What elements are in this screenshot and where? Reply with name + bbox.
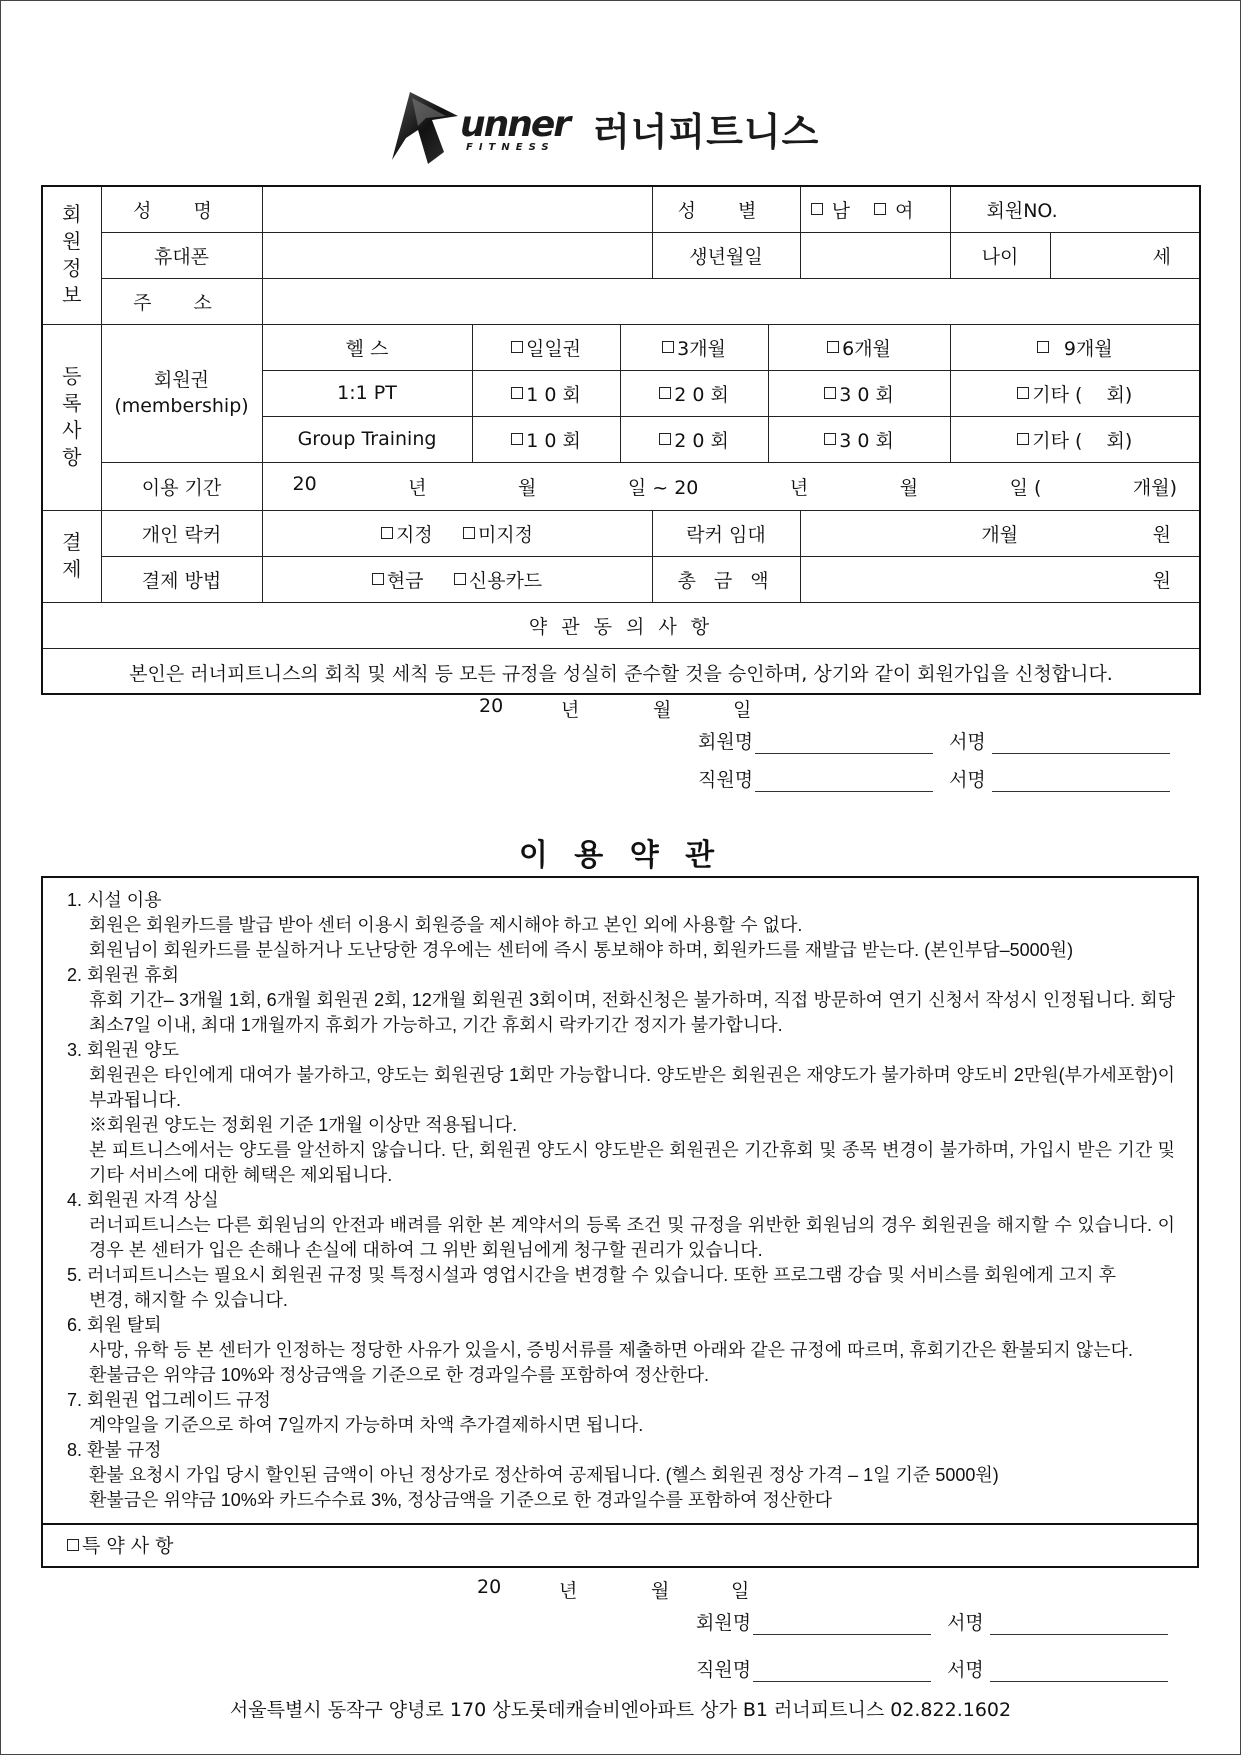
- term-heading: 7. 회원권 업그레이드 규정: [67, 1390, 271, 1410]
- bottom-member-signature-row: 회원명 서명: [696, 1608, 1168, 1635]
- total-field[interactable]: 원: [800, 556, 1200, 602]
- footer-address: 서울특별시 동작구 양녕로 170 상도롯데캐슬비엔아파트 상가 B1 러너피트니스 02.822.1602: [229, 1699, 1012, 1721]
- member-signature-input[interactable]: [992, 734, 1170, 754]
- option-pt-20[interactable]: 2 0 회: [620, 370, 768, 416]
- runner-logo-icon: [388, 90, 460, 166]
- locker-label: 개인 락커: [101, 510, 262, 556]
- membership-type-group: Group Training: [262, 416, 472, 462]
- term-line: 환불금은 위약금 10%와 카드수수료 3%, 정상금액을 기준으로 한 경과일수를 포함하여 정산한다: [89, 1490, 833, 1510]
- member-no-field[interactable]: 회원NO.: [950, 186, 1200, 232]
- cash-checkbox[interactable]: 현금: [372, 570, 424, 592]
- terms-box: [41, 876, 1199, 1568]
- terms-content: [67, 888, 1175, 1513]
- period-year-prefix: 20: [292, 472, 317, 495]
- gender-options: [800, 186, 950, 232]
- membership-type-pt: 1:1 PT: [262, 370, 472, 416]
- bottom-date: 20 년 월 일: [477, 1576, 750, 1602]
- registration-section-label: 등록사항: [42, 324, 101, 510]
- bottom-staff-signature-input[interactable]: [990, 1662, 1168, 1682]
- term-line: 환불 요청시 가입 당시 할인된 금액이 아닌 정상가로 정산하여 공제됩니다. (헬스 회원권 정상 가격 – 1일 기준 5000원): [89, 1465, 999, 1485]
- birth-label: 생년월일: [652, 232, 800, 278]
- option-health-3m[interactable]: 3개월: [620, 324, 768, 370]
- gender-label: 성 별: [652, 186, 800, 232]
- special-terms-row[interactable]: [43, 1523, 1197, 1568]
- name-label: 성 명: [101, 186, 262, 232]
- term-line: 변경, 해지할 수 있습니다.: [89, 1290, 288, 1310]
- period-month-label-2: 월: [899, 476, 919, 499]
- agreement-statement: 본인은 러너피트니스의 회칙 및 세칙 등 모든 규정을 성실히 준수할 것을 승인하며, 상기와 같이 회원가입을 신청합니다.: [129, 662, 1113, 685]
- term-heading: 1. 시설 이용: [67, 890, 162, 910]
- locker-options: [262, 510, 652, 556]
- gender-female-checkbox[interactable]: 여: [874, 200, 913, 222]
- registration-form-table: [41, 185, 1201, 791]
- term-line: 러너피트니스는 다른 회원님의 안전과 배려를 위한 본 계약서의 등록 조건 및 규정을 위반한 회원님의 경우 회원권을 해지할 수 있습니다. 이 경우 본 센터가 입은 손해나 손실에 대하여 그 위반 회원님에게 청구할 권리가 있습니다.: [89, 1215, 1175, 1260]
- agreement-date: 20 년 월 일: [479, 694, 752, 721]
- term-line: 휴회 기간– 3개월 1회, 6개월 회원권 2회, 12개월 회원권 3회이며, 전화신청은 불가하며, 직접 방문하여 연기 신청서 작성시 인정됩니다. 회당 최소7일 이내, 최대 1개월까지 휴회가 가능하고, 기간 휴회시 락카기간 정지가 불가합니다.: [89, 990, 1175, 1035]
- option-health-6m[interactable]: 6개월: [768, 324, 950, 370]
- logo-wordmark: [460, 103, 570, 153]
- term-line: 사망, 유학 등 본 센터가 인정하는 정당한 사유가 있을시, 증빙서류를 제출하면 아래와 같은 규정에 따르며, 휴회기간은 환불되지 않는다.: [89, 1340, 1133, 1360]
- term-line: 회원은 회원카드를 발급 받아 센터 이용시 회원증을 제시해야 하고 본인 외에 사용할 수 없다.: [89, 915, 803, 935]
- phone-field[interactable]: [262, 232, 652, 278]
- address-label: 주 소: [101, 278, 262, 324]
- period-day-to: 일 ~ 20: [627, 476, 699, 499]
- agreement-member-signature-row: 회원명 서명: [698, 727, 1170, 754]
- locker-rent-field[interactable]: 개월 원: [800, 510, 1200, 556]
- term-line: ※회원권 양도는 정회원 기준 1개월 이상만 적용됩니다.: [89, 1115, 518, 1135]
- phone-label: 휴대폰: [101, 232, 262, 278]
- bottom-staff-signature-row: 직원명 서명: [696, 1655, 1168, 1682]
- membership-label: 회원권 (membership): [101, 324, 262, 462]
- period-label: 이용 기간: [101, 462, 262, 510]
- term-heading: 2. 회원권 휴회: [67, 965, 179, 985]
- credit-card-checkbox[interactable]: 신용카드: [454, 570, 542, 592]
- term-heading: 6. 회원 탈퇴: [67, 1315, 162, 1335]
- staff-name-input[interactable]: [755, 772, 933, 792]
- member-info-section-label: 회원정보: [42, 186, 101, 324]
- payment-method-options: [262, 556, 652, 602]
- brand-name: 러너피트니스: [593, 109, 820, 154]
- birth-field[interactable]: [800, 232, 950, 278]
- membership-type-health: 헬 스: [262, 324, 472, 370]
- option-group-other[interactable]: 기타 ( 회): [950, 416, 1200, 462]
- term-heading: 8. 환불 규정: [67, 1440, 162, 1460]
- special-terms-checkbox[interactable]: [67, 1539, 79, 1551]
- bottom-member-signature-input[interactable]: [990, 1615, 1168, 1635]
- term-line: 환불금은 위약금 10%와 정상금액을 기준으로 한 경과일수를 포함하여 정산한다.: [89, 1365, 710, 1385]
- age-field[interactable]: 세: [1050, 232, 1200, 278]
- header: [388, 88, 868, 168]
- term-heading: 4. 회원권 자격 상실: [67, 1190, 219, 1210]
- bottom-member-name-input[interactable]: [753, 1615, 931, 1635]
- option-group-30[interactable]: 3 0 회: [768, 416, 950, 462]
- address-field[interactable]: [262, 278, 1200, 324]
- gender-male-checkbox[interactable]: 남: [811, 200, 850, 222]
- option-health-9m[interactable]: 9개월: [950, 324, 1200, 370]
- period-field[interactable]: [262, 462, 1200, 510]
- period-months-label: 개월): [1132, 476, 1177, 499]
- special-terms-label: 특 약 사 항: [82, 1535, 174, 1557]
- option-group-20[interactable]: 2 0 회: [620, 416, 768, 462]
- locker-unassigned-checkbox[interactable]: 미지정: [463, 524, 533, 546]
- total-label: 총 금 액: [652, 556, 800, 602]
- option-health-daily[interactable]: 일일권: [472, 324, 620, 370]
- option-pt-other[interactable]: 기타 ( 회): [950, 370, 1200, 416]
- term-heading: 5. 러너피트니스는 필요시 회원권 규정 및 특정시설과 영업시간을 변경할 수 있습니다. 또한 프로그램 강습 및 서비스를 회원에게 고지 후: [67, 1265, 1116, 1285]
- term-line: 계약일을 기준으로 하여 7일까지 가능하며 차액 추가결제하시면 됩니다.: [89, 1415, 644, 1435]
- agreement-body: [42, 648, 1200, 791]
- option-group-10[interactable]: 1 0 회: [472, 416, 620, 462]
- age-label: 나이: [950, 232, 1050, 278]
- locker-assigned-checkbox[interactable]: 지정: [381, 524, 433, 546]
- term-line: 회원님이 회원카드를 분실하거나 도난당한 경우에는 센터에 즉시 통보해야 하며, 회원카드를 재발급 받는다. (본인부담–5000원): [89, 940, 1074, 960]
- agreement-header: 약 관 동 의 사 항: [42, 602, 1200, 648]
- payment-method-label: 결제 방법: [101, 556, 262, 602]
- period-month-label: 월: [518, 476, 537, 499]
- period-day-label-2: 일 (: [1009, 476, 1042, 499]
- period-year-label: 년: [408, 476, 427, 499]
- staff-signature-input[interactable]: [992, 772, 1170, 792]
- payment-section-label: 결제: [42, 510, 101, 602]
- period-year-label-2: 년: [789, 476, 809, 499]
- option-pt-30[interactable]: 3 0 회: [768, 370, 950, 416]
- logo-runner-text: unner: [460, 103, 570, 145]
- term-line: 본 피트니스에서는 양도를 알선하지 않습니다. 단, 회원권 양도시 양도받은 회원권은 기간휴회 및 종목 변경이 불가하며, 가입시 받은 기간 및 기타 서비스에 대한 혜택은 제외됩니다.: [89, 1140, 1175, 1185]
- term-heading: 3. 회원권 양도: [67, 1040, 179, 1060]
- term-line: 회원권은 타인에게 대여가 불가하고, 양도는 회원권당 1회만 가능합니다. 양도받은 회원권은 재양도가 불가하며 양도비 2만원(부가세포함)이 부과됩니다.: [89, 1065, 1175, 1110]
- terms-title: 이 용 약 관: [518, 838, 723, 873]
- locker-rent-label: 락커 임대: [652, 510, 800, 556]
- name-field[interactable]: [262, 186, 652, 232]
- agreement-staff-signature-row: 직원명 서명: [698, 765, 1170, 792]
- logo-fitness-text: FITNESS: [466, 141, 555, 153]
- member-name-input[interactable]: [755, 734, 933, 754]
- bottom-staff-name-input[interactable]: [753, 1662, 931, 1682]
- option-pt-10[interactable]: 1 0 회: [472, 370, 620, 416]
